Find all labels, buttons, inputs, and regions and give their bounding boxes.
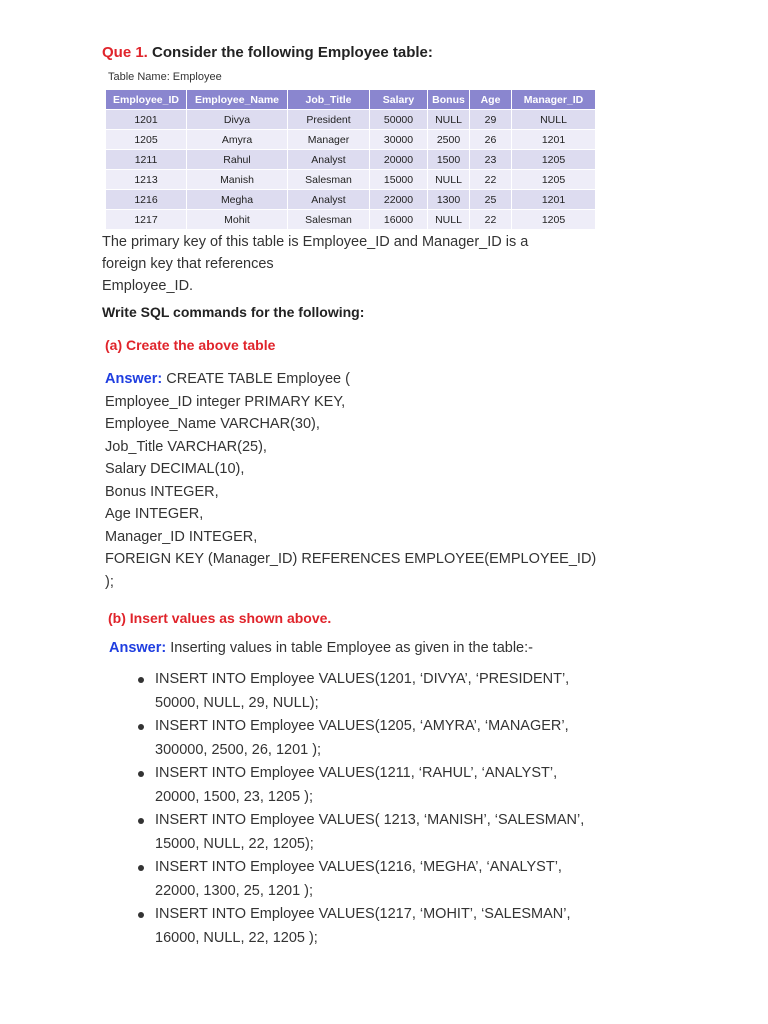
insert-line: 20000, 1500, 23, 1205 ); bbox=[155, 788, 314, 805]
table-cell: 1201 bbox=[512, 130, 596, 150]
sql-line: Job_Title VARCHAR(25), bbox=[105, 438, 267, 455]
insert-line: INSERT INTO Employee VALUES(1216, ‘MEGHA’, ‘ANALYST’, bbox=[155, 859, 562, 875]
table-cell: Salesman bbox=[288, 210, 370, 230]
table-cell: NULL bbox=[512, 110, 596, 130]
table-row bbox=[106, 210, 596, 230]
bullet-icon bbox=[138, 724, 144, 730]
table-cell: 29 bbox=[470, 110, 512, 130]
list-item bbox=[136, 903, 584, 950]
insert-line: INSERT INTO Employee VALUES(1205, ‘AMYRA’, ‘MANAGER’, bbox=[155, 718, 569, 734]
part-b-heading: (b) Insert values as shown above. bbox=[108, 610, 332, 626]
table-cell: 1205 bbox=[512, 210, 596, 230]
column-header: Employee_Name bbox=[187, 90, 288, 110]
column-header: Age bbox=[470, 90, 512, 110]
table-cell: 15000 bbox=[370, 170, 428, 190]
description-line: The primary key of this table is Employee_ID and Manager_ID is a bbox=[102, 234, 529, 250]
table-cell: Salesman bbox=[288, 170, 370, 190]
list-item bbox=[136, 809, 584, 856]
question-heading bbox=[102, 44, 433, 61]
answer-label: Answer: bbox=[109, 640, 167, 656]
insert-line: 16000, NULL, 22, 1205 ); bbox=[155, 929, 318, 946]
list-item bbox=[136, 715, 584, 762]
table-cell: 16000 bbox=[370, 210, 428, 230]
bullet-icon bbox=[138, 771, 144, 777]
table-cell: 1201 bbox=[512, 190, 596, 210]
table-cell: 1211 bbox=[106, 150, 187, 170]
table-cell: Megha bbox=[187, 190, 288, 210]
table-row bbox=[106, 110, 596, 130]
part-a-answer bbox=[105, 368, 596, 593]
table-cell: Manish bbox=[187, 170, 288, 190]
table-cell: Rahul bbox=[187, 150, 288, 170]
question-title: Consider the following Employee table: bbox=[152, 44, 433, 61]
table-cell: NULL bbox=[428, 170, 470, 190]
bullet-icon bbox=[138, 865, 144, 871]
table-cell: Amyra bbox=[187, 130, 288, 150]
description-line: Employee_ID. bbox=[102, 278, 194, 294]
table-cell: 2500 bbox=[428, 130, 470, 150]
column-header: Bonus bbox=[428, 90, 470, 110]
sql-line: Salary DECIMAL(10), bbox=[105, 461, 245, 477]
table-cell: 20000 bbox=[370, 150, 428, 170]
list-item bbox=[136, 762, 584, 809]
table-cell: Manager bbox=[288, 130, 370, 150]
table-header-row bbox=[106, 90, 596, 110]
column-header: Manager_ID bbox=[512, 90, 596, 110]
table-cell: NULL bbox=[428, 210, 470, 230]
list-item bbox=[136, 668, 584, 715]
column-header: Job_Title bbox=[288, 90, 370, 110]
insert-line: INSERT INTO Employee VALUES( 1213, ‘MANISH’, ‘SALESMAN’, bbox=[155, 812, 585, 828]
insert-line: INSERT INTO Employee VALUES(1211, ‘RAHUL’, ‘ANALYST’, bbox=[155, 765, 558, 781]
table-cell: 1201 bbox=[106, 110, 187, 130]
table-row bbox=[106, 190, 596, 210]
sql-line: CREATE TABLE Employee ( bbox=[162, 371, 350, 387]
table-body bbox=[106, 110, 596, 230]
part-b-answer bbox=[109, 640, 533, 656]
sql-line: ); bbox=[105, 573, 114, 590]
table-cell: 22000 bbox=[370, 190, 428, 210]
insert-line: 50000, NULL, 29, NULL); bbox=[155, 694, 319, 711]
table-cell: 22 bbox=[470, 210, 512, 230]
column-header: Employee_ID bbox=[106, 90, 187, 110]
table-row bbox=[106, 150, 596, 170]
table-caption: Table Name: Employee bbox=[108, 71, 222, 83]
table-cell: 22 bbox=[470, 170, 512, 190]
table-cell: 1216 bbox=[106, 190, 187, 210]
table-cell: Analyst bbox=[288, 190, 370, 210]
table-cell: 1500 bbox=[428, 150, 470, 170]
table-cell: 26 bbox=[470, 130, 512, 150]
bullet-icon bbox=[138, 677, 144, 683]
column-header: Salary bbox=[370, 90, 428, 110]
insert-line: 22000, 1300, 25, 1201 ); bbox=[155, 882, 314, 899]
table-cell: Divya bbox=[187, 110, 288, 130]
table-cell: President bbox=[288, 110, 370, 130]
sql-line: Age INTEGER, bbox=[105, 506, 204, 522]
list-item bbox=[136, 856, 584, 903]
table-cell: NULL bbox=[428, 110, 470, 130]
table-cell: 1205 bbox=[512, 170, 596, 190]
table-row bbox=[106, 170, 596, 190]
table-cell: 25 bbox=[470, 190, 512, 210]
sql-line: Employee_ID integer PRIMARY KEY, bbox=[105, 393, 346, 410]
table-cell: Analyst bbox=[288, 150, 370, 170]
answer-label: Answer: bbox=[105, 371, 163, 387]
write-sql-heading: Write SQL commands for the following: bbox=[102, 304, 365, 320]
bullet-icon bbox=[138, 912, 144, 918]
employee-table bbox=[105, 89, 596, 230]
description-line: foreign key that references bbox=[102, 256, 274, 272]
table-cell: Mohit bbox=[187, 210, 288, 230]
bullet-icon bbox=[138, 818, 144, 824]
question-number: Que 1. bbox=[102, 44, 148, 61]
table-cell: 1205 bbox=[512, 150, 596, 170]
table-cell: 30000 bbox=[370, 130, 428, 150]
sql-line: Manager_ID INTEGER, bbox=[105, 528, 258, 545]
sql-line: FOREIGN KEY (Manager_ID) REFERENCES EMPLOYEE(EMPLOYEE_ID) bbox=[105, 551, 597, 567]
table-cell: 1300 bbox=[428, 190, 470, 210]
insert-line: INSERT INTO Employee VALUES(1217, ‘MOHIT’, ‘SALESMAN’, bbox=[155, 906, 571, 922]
insert-line: 15000, NULL, 22, 1205); bbox=[155, 835, 314, 852]
table-cell: 23 bbox=[470, 150, 512, 170]
answer-text: Inserting values in table Employee as given in the table:- bbox=[166, 640, 533, 656]
description-paragraph bbox=[102, 231, 602, 297]
insert-line: 300000, 2500, 26, 1201 ); bbox=[155, 741, 322, 758]
table-cell: 1205 bbox=[106, 130, 187, 150]
table-cell: 50000 bbox=[370, 110, 428, 130]
sql-line: Bonus INTEGER, bbox=[105, 483, 219, 500]
answer-first-line bbox=[105, 368, 596, 391]
table-cell: 1213 bbox=[106, 170, 187, 190]
insert-line: INSERT INTO Employee VALUES(1201, ‘DIVYA’, ‘PRESIDENT’, bbox=[155, 671, 570, 687]
part-a-heading: (a) Create the above table bbox=[105, 337, 276, 353]
insert-statement-list bbox=[136, 668, 584, 950]
table-cell: 1217 bbox=[106, 210, 187, 230]
sql-line: Employee_Name VARCHAR(30), bbox=[105, 416, 320, 432]
table-row bbox=[106, 130, 596, 150]
